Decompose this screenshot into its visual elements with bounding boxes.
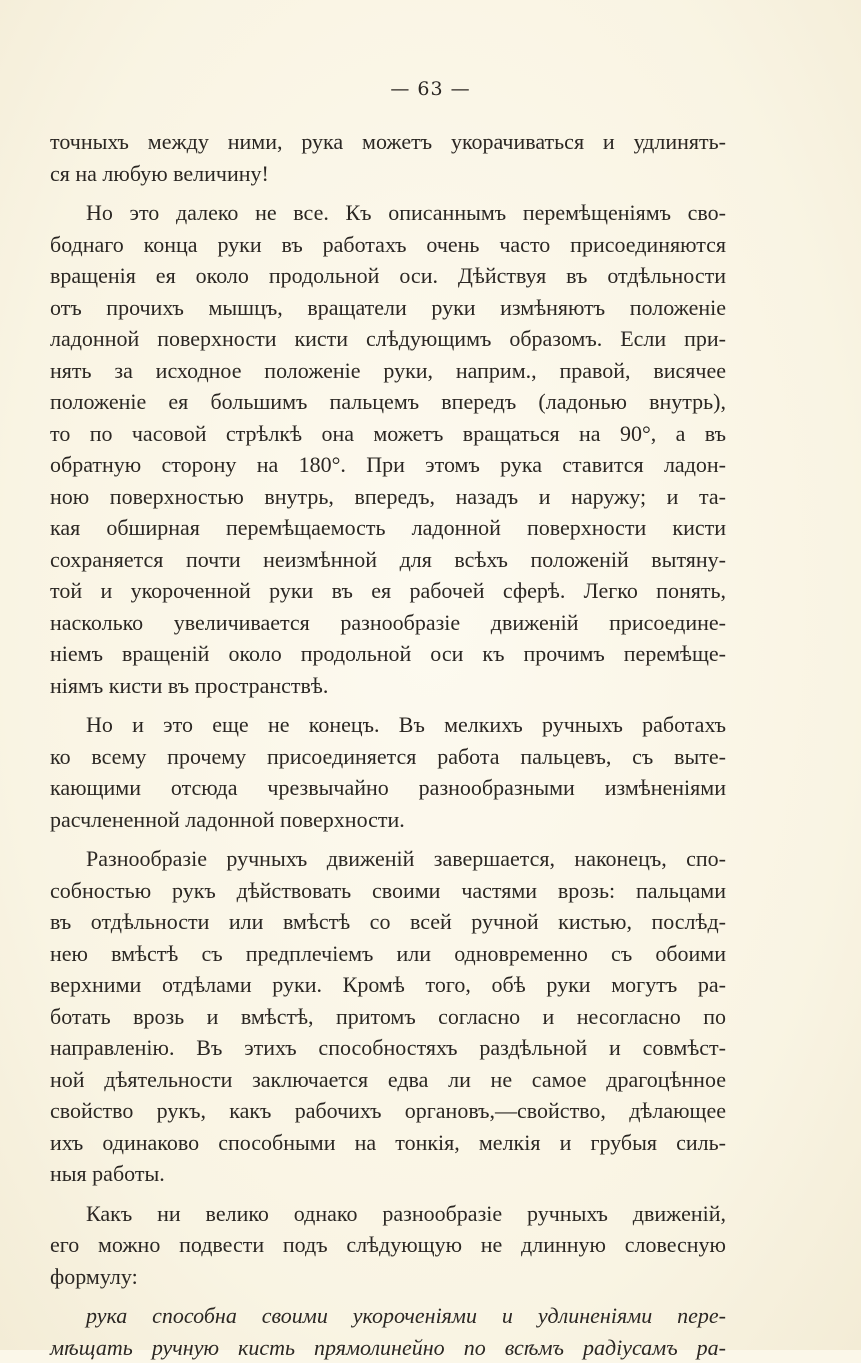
text-line: верхними отдѣлами руки. Кромѣ того, обѣ руки могутъ ра- — [50, 969, 726, 1001]
text-line: Разнообразіе ручныхъ движеній завершается, наконецъ, спо- — [50, 843, 726, 875]
text-line: собностью рукъ дѣйствовать своими частями врозь: пальцами — [50, 875, 726, 907]
text-line: Какъ ни велико однако разнообразіе ручныхъ движеній, — [50, 1198, 726, 1230]
body-text — [50, 126, 726, 1363]
text-line: Но это далеко не все. Къ описаннымъ перемѣщеніямъ сво- — [50, 197, 726, 229]
text-line: насколько увеличивается разнообразіе движеній присоедине- — [50, 607, 726, 639]
text-line: кая обширная перемѣщаемость ладонной поверхности кисти — [50, 512, 726, 544]
page-number: — 63 — — [0, 78, 861, 100]
text-line: ботать врозь и вмѣстѣ, притомъ согласно и несогласно по — [50, 1001, 726, 1033]
text-line: мѣщать ручную кисть прямолинейно по всѣмъ радіусамъ ра- — [50, 1332, 726, 1363]
text-line: свойство рукъ, какъ рабочихъ органовъ,—свойство, дѣлающее — [50, 1095, 726, 1127]
text-line: отъ прочихъ мышцъ, вращатели руки измѣняютъ положеніе — [50, 292, 726, 324]
italic-paragraph — [50, 1300, 726, 1363]
text-line: расчлененной ладонной поверхности. — [50, 804, 726, 836]
text-line: обратную сторону на 180°. При этомъ рука ставится ладон- — [50, 449, 726, 481]
text-line: Но и это еще не конецъ. Въ мелкихъ ручныхъ работахъ — [50, 709, 726, 741]
text-line: той и укороченной руки въ ея рабочей сферѣ. Легко понять, — [50, 575, 726, 607]
paragraph — [50, 197, 726, 701]
paragraph — [50, 843, 726, 1190]
text-line: ихъ одинаково способными на тонкія, мелкія и грубыя силь- — [50, 1127, 726, 1159]
text-line: то по часовой стрѣлкѣ она можетъ вращаться на 90°, а въ — [50, 418, 726, 450]
text-line: боднаго конца руки въ работахъ очень часто присоединяются — [50, 229, 726, 261]
paragraph — [50, 1198, 726, 1293]
text-line: кающими отсюда чрезвычайно разнообразными измѣненіями — [50, 772, 726, 804]
text-line: нять за исходное положеніе руки, наприм., правой, висячее — [50, 355, 726, 387]
text-line: его можно подвести подъ слѣдующую не длинную словесную — [50, 1229, 726, 1261]
text-line: направленію. Въ этихъ способностяхъ раздѣльной и совмѣст- — [50, 1032, 726, 1064]
text-line: нею вмѣстѣ съ предплечіемъ или одновременно съ обоими — [50, 938, 726, 970]
text-line: ніямъ кисти въ пространствѣ. — [50, 670, 726, 702]
text-line: ною поверхностью внутрь, впередъ, назадъ и наружу; и та- — [50, 481, 726, 513]
text-line: ныя работы. — [50, 1158, 726, 1190]
paragraph — [50, 709, 726, 835]
text-line: ся на любую величину! — [50, 158, 726, 190]
text-line: рука способна своими укороченіями и удлиненіями пере- — [50, 1300, 726, 1332]
text-line: точныхъ между ними, рука можетъ укорачиваться и удлинять- — [50, 126, 726, 158]
text-line: вращенія ея около продольной оси. Дѣйствуя въ отдѣльности — [50, 260, 726, 292]
text-line: ной дѣятельности заключается едва ли не самое драгоцѣнное — [50, 1064, 726, 1096]
text-line: формулу: — [50, 1261, 726, 1293]
paragraph — [50, 126, 726, 189]
text-line: въ отдѣльности или вмѣстѣ со всей ручной кистью, послѣд- — [50, 906, 726, 938]
text-line: ко всему прочему присоединяется работа пальцевъ, съ выте- — [50, 741, 726, 773]
text-line: сохраняется почти неизмѣнной для всѣхъ положеній вытяну- — [50, 544, 726, 576]
text-line: положеніе ея большимъ пальцемъ впередъ (ладонью внутрь), — [50, 386, 726, 418]
text-line: ладонной поверхности кисти слѣдующимъ образомъ. Если при- — [50, 323, 726, 355]
text-line: ніемъ вращеній около продольной оси къ прочимъ перемѣще- — [50, 638, 726, 670]
